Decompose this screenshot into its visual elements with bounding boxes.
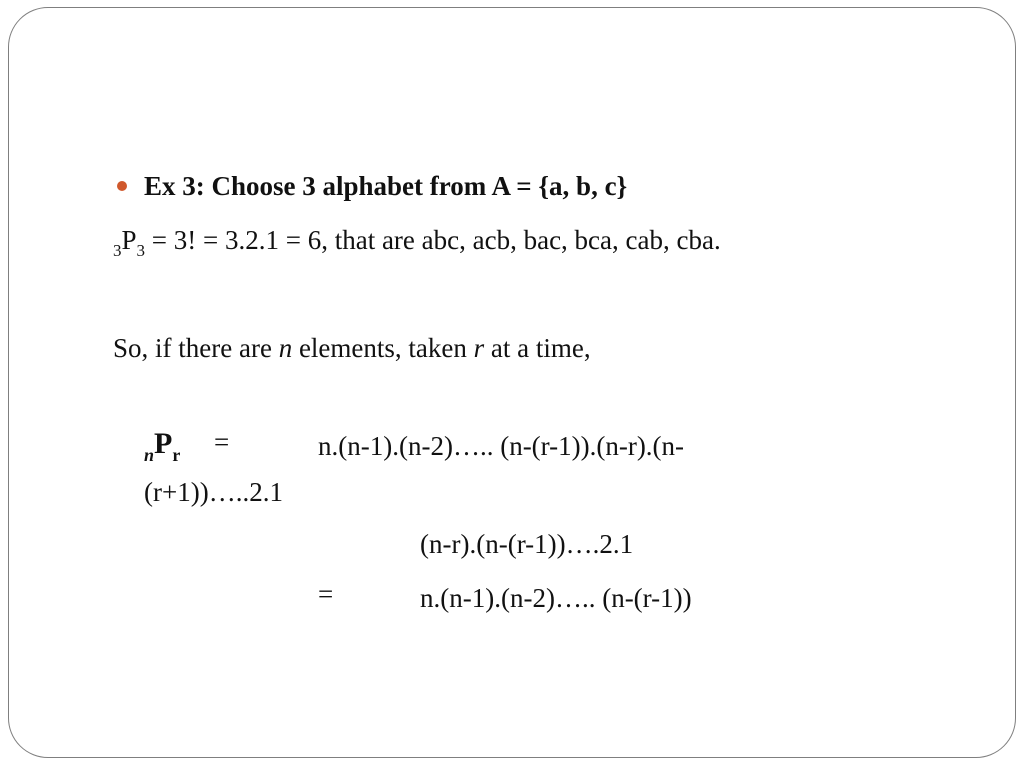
post-subscript: 3	[136, 241, 146, 260]
formula-numerator-line2: (r+1))…..2.1	[144, 477, 283, 507]
formula-result: n.(n-1).(n-2)….. (n-(r-1))	[420, 583, 692, 613]
general-text-2: elements, taken	[292, 333, 474, 363]
permutation-symbol: P	[121, 225, 137, 255]
formula-equals-2: =	[318, 579, 334, 609]
general-statement	[113, 332, 591, 364]
general-n: n	[278, 333, 293, 363]
formula-p: P	[154, 427, 173, 460]
bullet-icon	[117, 181, 127, 191]
general-text-1: So, if there are	[113, 333, 279, 363]
formula-numerator-line1: n.(n-1).(n-2)….. (n-(r-1)).(n-r).(n-	[318, 431, 685, 461]
general-text-3: at a time,	[484, 333, 591, 363]
formula-symbol	[144, 428, 180, 463]
example-title: Ex 3: Choose 3 alphabet from A = {a, b, c}	[144, 171, 628, 201]
general-r: r	[473, 333, 485, 363]
formula-r-subscript: r	[172, 445, 181, 465]
permutation-result-text: = 3! = 3.2.1 = 6, that are abc, acb, bac, bca, cab, cba.	[145, 225, 721, 255]
pre-subscript: 3	[113, 241, 122, 260]
permutation-example-line	[113, 224, 721, 260]
formula-denominator: (n-r).(n-(r-1))….2.1	[420, 529, 634, 559]
formula-n-subscript: n	[144, 445, 155, 465]
formula-equals: =	[214, 427, 230, 457]
